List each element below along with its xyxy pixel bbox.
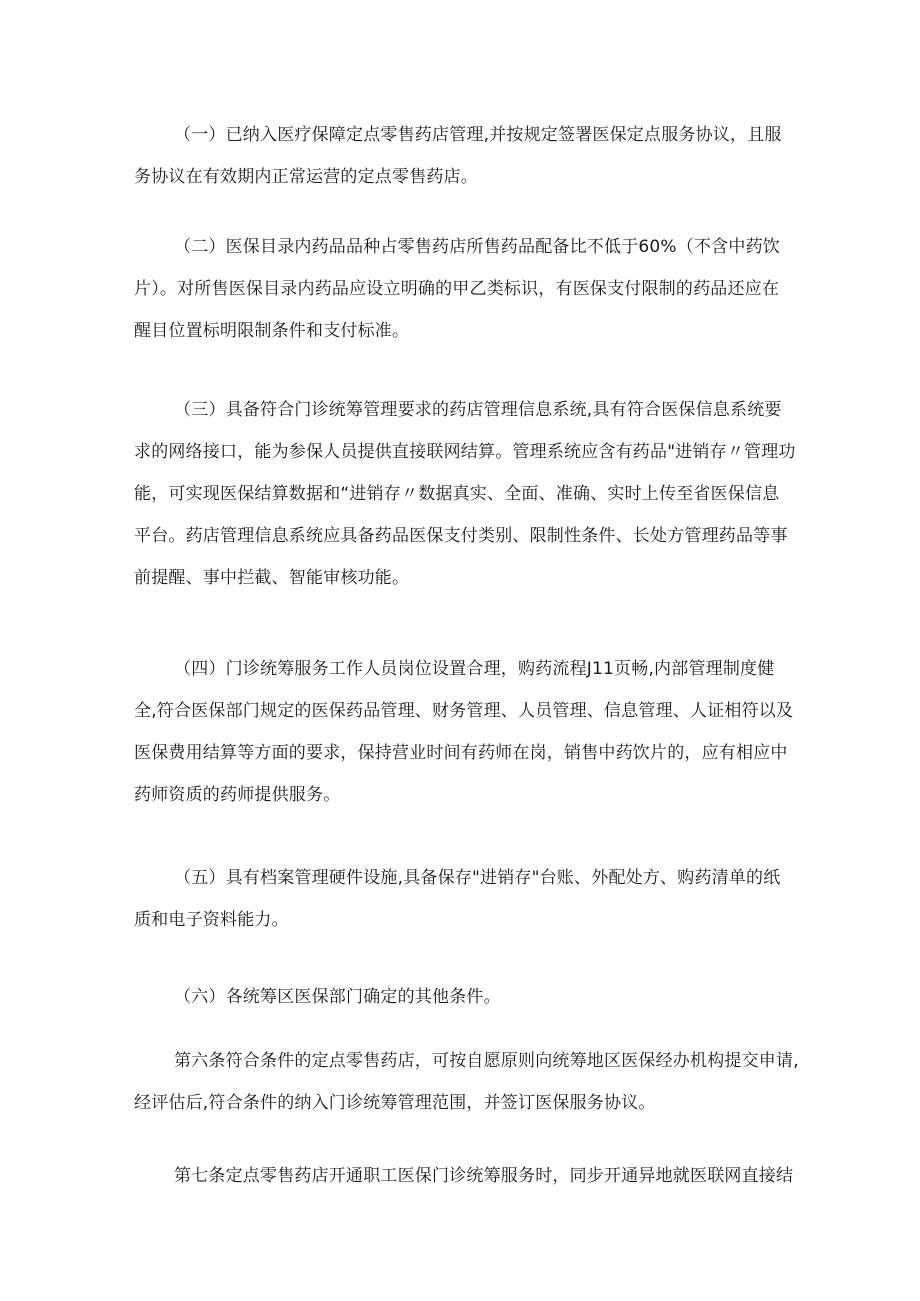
text-line: （二）医保目录内药品品种占零售药店所售药品配备比不低于60%（不含中药饮 [174,237,780,257]
paragraph-8 [134,1155,794,1197]
text-line: （一）已纳入医疗保障定点零售药店管理,并按规定签署医保定点服务协议，且服 [174,125,782,145]
paragraph-2 [134,226,784,352]
text-line: 醒目位置标明限制条件和支付标准。 [134,321,410,341]
text-line: 务协议在有效期内正常运营的定点零售药店。 [134,167,478,187]
text-line: 第六条符合条件的定点零售药店，可按自愿原则向统筹地区医保经办机构提交申请, [174,1051,799,1071]
text-line: 能，可实现医保结算数据和“进销存〃数据真实、全面、准确、实时上传至省医保信息 [134,484,780,504]
text-line: 经评估后,符合条件的纳入门诊统筹管理范围，并签订医保服务协议。 [134,1093,656,1113]
text-line: 前提醒、事中拦截、智能审核功能。 [134,568,410,588]
text-line: 第七条定点零售药店开通职工医保门诊统筹服务时，同步开通异地就医联网直接结 [174,1166,794,1186]
text-line: （三）具备符合门诊统筹管理要求的药店管理信息系统,具有符合医保信息系统要 [174,400,782,420]
paragraph-5 [134,857,784,941]
paragraph-1 [134,114,784,198]
text-line: （六）各统筹区医保部门确定的其他条件。 [174,987,501,1007]
text-line: 平台。药店管理信息系统应具备药品医保支付类别、限制性条件、长处方管理药品等事 [134,526,788,546]
text-line: （五）具有档案管理硬件设施,具备保存"进销存"台账、外配处方、购药清单的纸 [174,868,781,888]
text-line: 全,符合医保部门规定的医保药品管理、财务管理、人员管理、信息管理、人证相符以及 [134,701,794,721]
text-line: 药师资质的药师提供服务。 [134,785,341,805]
paragraph-4 [134,648,794,816]
paragraph-6 [134,976,784,1018]
text-line: 片）。对所售医保目录内药品应设立明确的甲乙类标识，有医保支付限制的药品还应在 [134,279,780,299]
paragraph-3 [134,389,796,599]
text-line: 医保费用结算等方面的要求，保持营业时间有药师在岗，销售中药饮片的，应有相应中 [134,743,788,763]
text-line: （四）门诊统筹服务工作人员岗位设置合理，购药流程J11页畅,内部管理制度健 [174,659,775,679]
paragraph-7 [134,1040,799,1124]
text-line: 质和电子资料能力。 [134,910,289,930]
text-line: 求的网络接口，能为参保人员提供直接联网结算。管理系统应含有药品"进销存〃管理功 [134,442,796,462]
